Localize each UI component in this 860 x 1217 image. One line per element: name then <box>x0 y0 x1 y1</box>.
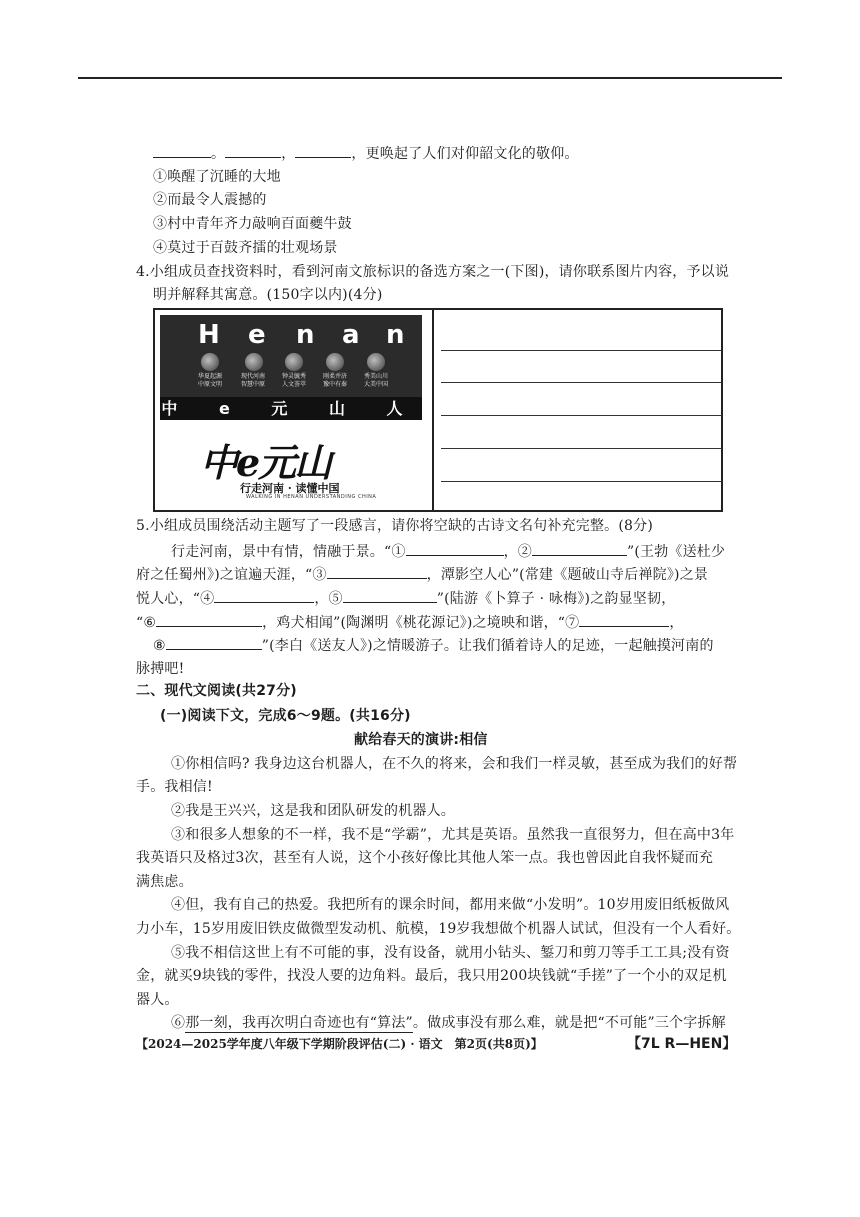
culture-dot-icon <box>285 353 303 371</box>
answer-blank[interactable] <box>579 612 669 627</box>
answer-line[interactable] <box>441 415 722 416</box>
answer-blank[interactable] <box>214 588 314 603</box>
culture-tag: 刚柔并济 豫中有秦 <box>322 373 347 388</box>
henan-letter: n <box>386 320 405 350</box>
passage-line: 金，就买9块钱的零件，找没人要的边角料。最后，我只用200块钱就“手搓”了一个小的双足机 <box>136 968 727 984</box>
answer-blank[interactable] <box>166 635 262 650</box>
q4-line: 明并解释其寓意。(150字以内)(4分) <box>153 287 383 303</box>
culture-dot-icon <box>367 353 385 371</box>
passage-title: 献给春天的演讲:相信 <box>354 732 488 748</box>
henan-letter: n <box>296 320 315 350</box>
answer-blank[interactable] <box>406 541 504 556</box>
q5-line: ⑧ ”(李白《送友人》)之情暖游子。让我们循着诗人的足迹，一起触摸河南的 <box>153 635 714 656</box>
passage-line: 力小车，15岁用废旧铁皮做微型发动机、航模，19岁我想做个机器人试试，但没有一个人看好。 <box>136 921 741 937</box>
q3-option: ②而最令人震撼的 <box>153 192 267 208</box>
answer-line[interactable] <box>441 448 722 449</box>
q5-line: 5.小组成员围绕活动主题写了一段感言，请你将空缺的古诗文名句补充完整。(8分) <box>136 518 653 534</box>
passage-line: ①你相信吗? 我身边这台机器人，在不久的将来，会和我们一样灵敏，甚至成为我们的好帮 <box>171 756 738 772</box>
passage-line: ⑤我不相信这世上有不可能的事，没有设备，就用小钻头、錾刀和剪刀等手工工具;没有资 <box>171 945 730 961</box>
passage-line: 手。我相信! <box>136 779 213 795</box>
culture-tag: 现代河南 智慧中原 <box>240 373 265 388</box>
passage-line: ④但，我有自己的热爱。我把所有的课余时间，都用来做“小发明”。10岁用废旧纸板做风 <box>171 897 730 913</box>
culture-dot-icon <box>245 353 263 371</box>
section-heading: 二、现代文阅读(共27分) <box>136 683 297 699</box>
henan-logo-image <box>160 315 422 420</box>
answer-line[interactable] <box>441 481 722 482</box>
passage-line: ③和很多人想象的不一样，我不是“学霸”，尤其是英语。虽然我一直很努力，但在高中3年 <box>171 827 735 843</box>
q4-line: 4.小组成员查找资料时，看到河南文旅标识的备选方案之一(下图)，请你联系图片内容，予以说 <box>136 264 730 280</box>
answer-blank[interactable] <box>225 143 281 158</box>
passage-line: 满焦虑。 <box>136 874 193 890</box>
logo-stripe-text: 中 e 元 山 人 <box>161 399 421 418</box>
figure-divider <box>432 308 434 512</box>
q5-line: 悦人心，“④ ，⑤ ”(陆游《卜算子 · 咏梅》)之韵显坚韧， <box>136 588 675 609</box>
answer-blank[interactable] <box>343 588 437 603</box>
q3-option: ④莫过于百鼓齐擂的壮观场景 <box>153 240 338 256</box>
page-footer: 【2024—2025学年度八年级下学期阶段评估(二) · 语文 第2页(共8页)】 <box>136 1037 543 1051</box>
q5-line: 行走河南，景中有情，情融于景。“① ，② ”(王勃《送杜少 <box>171 541 725 562</box>
culture-tag: 秀美山川 大美中国 <box>363 373 388 388</box>
exam-code: 【7L R—HEN】 <box>627 1036 737 1052</box>
answer-blank[interactable] <box>532 541 627 556</box>
q5-line: 脉搏吧! <box>136 661 185 677</box>
culture-tag: 华夏起源 中原文明 <box>197 373 222 388</box>
henan-letter: a <box>342 320 360 350</box>
slogan-english: WALKING IN HENAN UNDERSTANDING CHINA <box>246 494 377 500</box>
q3-option: ①唤醒了沉睡的大地 <box>153 169 281 185</box>
answer-blank[interactable] <box>156 612 262 627</box>
top-rule <box>78 77 782 79</box>
subsection-heading: (一)阅读下文，完成6～9题。(共16分) <box>160 708 411 724</box>
passage-line: 我英语只及格过3次，甚至有人说，这个小孩好像比其他人笨一点。我也曾因此自我怀疑而充 <box>136 850 714 866</box>
passage-line: 器人。 <box>136 992 179 1008</box>
brush-logo: 中e元山 <box>200 440 331 485</box>
slogan: 行走河南 · 读懂中国 <box>240 482 340 495</box>
q5-line: 府之任蜀州》)之谊遍天涯，“③ ，潭影空人心”(常建《题破山寺后禅院》)之景 <box>136 564 708 585</box>
answer-blank[interactable] <box>153 143 211 158</box>
answer-blank[interactable] <box>327 564 427 579</box>
passage-line: ②我是王兴兴，这是我和团队研发的机器人。 <box>171 803 455 819</box>
q5-line: “⑥ ，鸡犬相闻”(陶渊明《桃花源记》)之境映和谐，“⑦ ， <box>136 612 684 633</box>
culture-dot-icon <box>326 353 344 371</box>
answer-line[interactable] <box>441 382 722 383</box>
passage-line: ⑥那一刻，我再次明白奇迹也有“算法”。做成事没有那么难，就是把“不可能”三个字拆解 <box>171 1015 726 1031</box>
answer-blank[interactable] <box>295 143 351 158</box>
answer-line[interactable] <box>441 350 722 351</box>
culture-dot-icon <box>201 353 219 371</box>
q3-stem: 。 ， ，更唤起了人们对仰韶文化的敬仰。 <box>153 143 579 164</box>
henan-letter: e <box>248 320 266 350</box>
underlined-sentence: 那一刻，我再次明白奇迹也有“算法” <box>185 1015 413 1031</box>
q3-option: ③村中青年齐力敲响百面夔牛鼓 <box>153 216 352 232</box>
henan-letter: H <box>198 320 220 350</box>
culture-tag: 钟灵毓秀 人文荟萃 <box>281 373 306 388</box>
